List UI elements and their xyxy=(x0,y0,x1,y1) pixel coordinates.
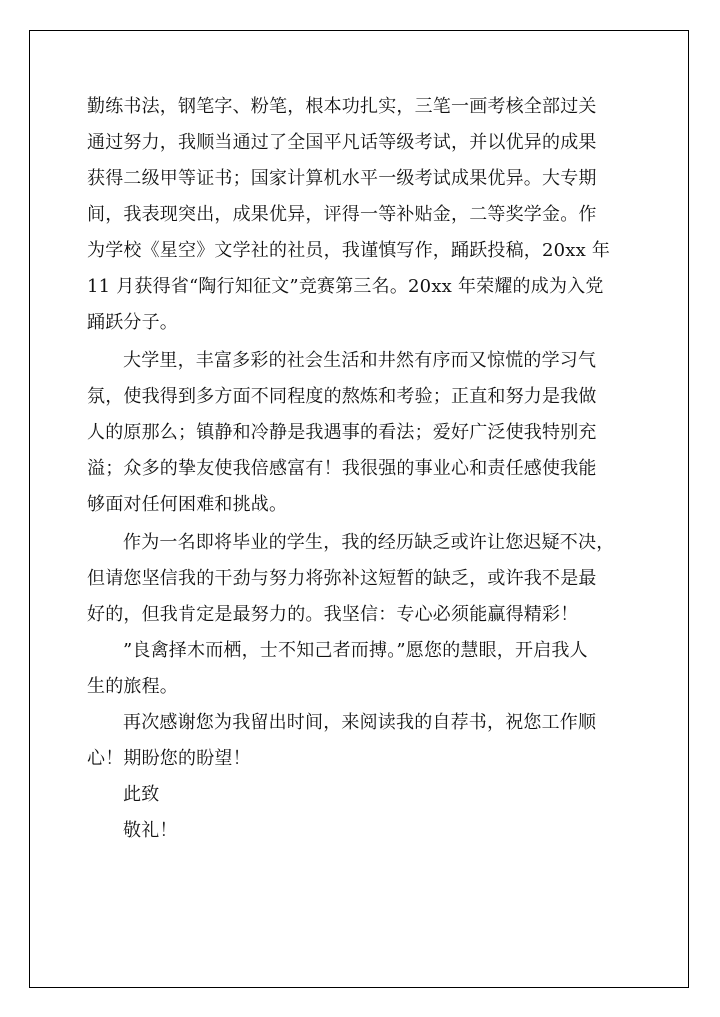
text-line: 再次感谢您为我留出时间，来阅读我的自荐书，祝您工作顺 xyxy=(123,712,597,733)
text-line: 为学校《星空》文学社的社员，我谨慎写作，踊跃投稿，20xx 年 xyxy=(87,240,611,261)
text-line: 人的原那么；镇静和冷静是我遇事的看法；爱好广泛使我特别充 xyxy=(87,422,597,443)
text-line: 心！期盼您的盼望！ xyxy=(87,748,251,769)
text-line: 获得二级甲等证书；国家计算机水平一级考试成果优异。大专期 xyxy=(87,168,597,189)
text-line: 够面对任何困难和挑战。 xyxy=(87,494,288,515)
text-line: 但请您坚信我的干劲与努力将弥补这短暂的缺乏，或许我不是最 xyxy=(87,568,597,589)
text-line: 11 月获得省“陶行知征文”竞赛第三名。20xx 年荣耀的成为入党 xyxy=(87,276,604,297)
text-line: 踊跃分子。 xyxy=(87,312,178,333)
text-line: 溢；众多的挚友使我倍感富有！我很强的事业心和责任感使我能 xyxy=(87,458,597,479)
text-line: 通过努力，我顺当通过了全国平凡话等级考试，并以优异的成果 xyxy=(87,132,597,153)
closing-regards: 敬礼！ xyxy=(123,820,178,841)
text-line: 氛，使我得到多方面不同程度的熬炼和考验；正直和努力是我做 xyxy=(87,386,597,407)
text-line: 勤练书法，钢笔字、粉笔，根本功扎实，三笔一画考核全部过关 xyxy=(87,96,597,117)
text-line: 好的，但我肯定是最努力的。我坚信：专心必须能赢得精彩！ xyxy=(87,604,579,625)
letter-body xyxy=(87,89,633,849)
text-line: 作为一名即将毕业的学生，我的经历缺乏或许让您迟疑不决， xyxy=(123,532,615,553)
text-line: 间，我表现突出，成果优异，评得一等补贴金，二等奖学金。作 xyxy=(87,204,597,225)
closing-salutation: 此致 xyxy=(123,784,160,805)
text-line: 生的旅程。 xyxy=(87,676,178,697)
text-line: ”良禽择木而栖，士不知己者而搏。”愿您的慧眼，开启我人 xyxy=(123,640,588,661)
text-line: 大学里，丰富多彩的社会生活和井然有序而又惊慌的学习气 xyxy=(123,350,597,371)
